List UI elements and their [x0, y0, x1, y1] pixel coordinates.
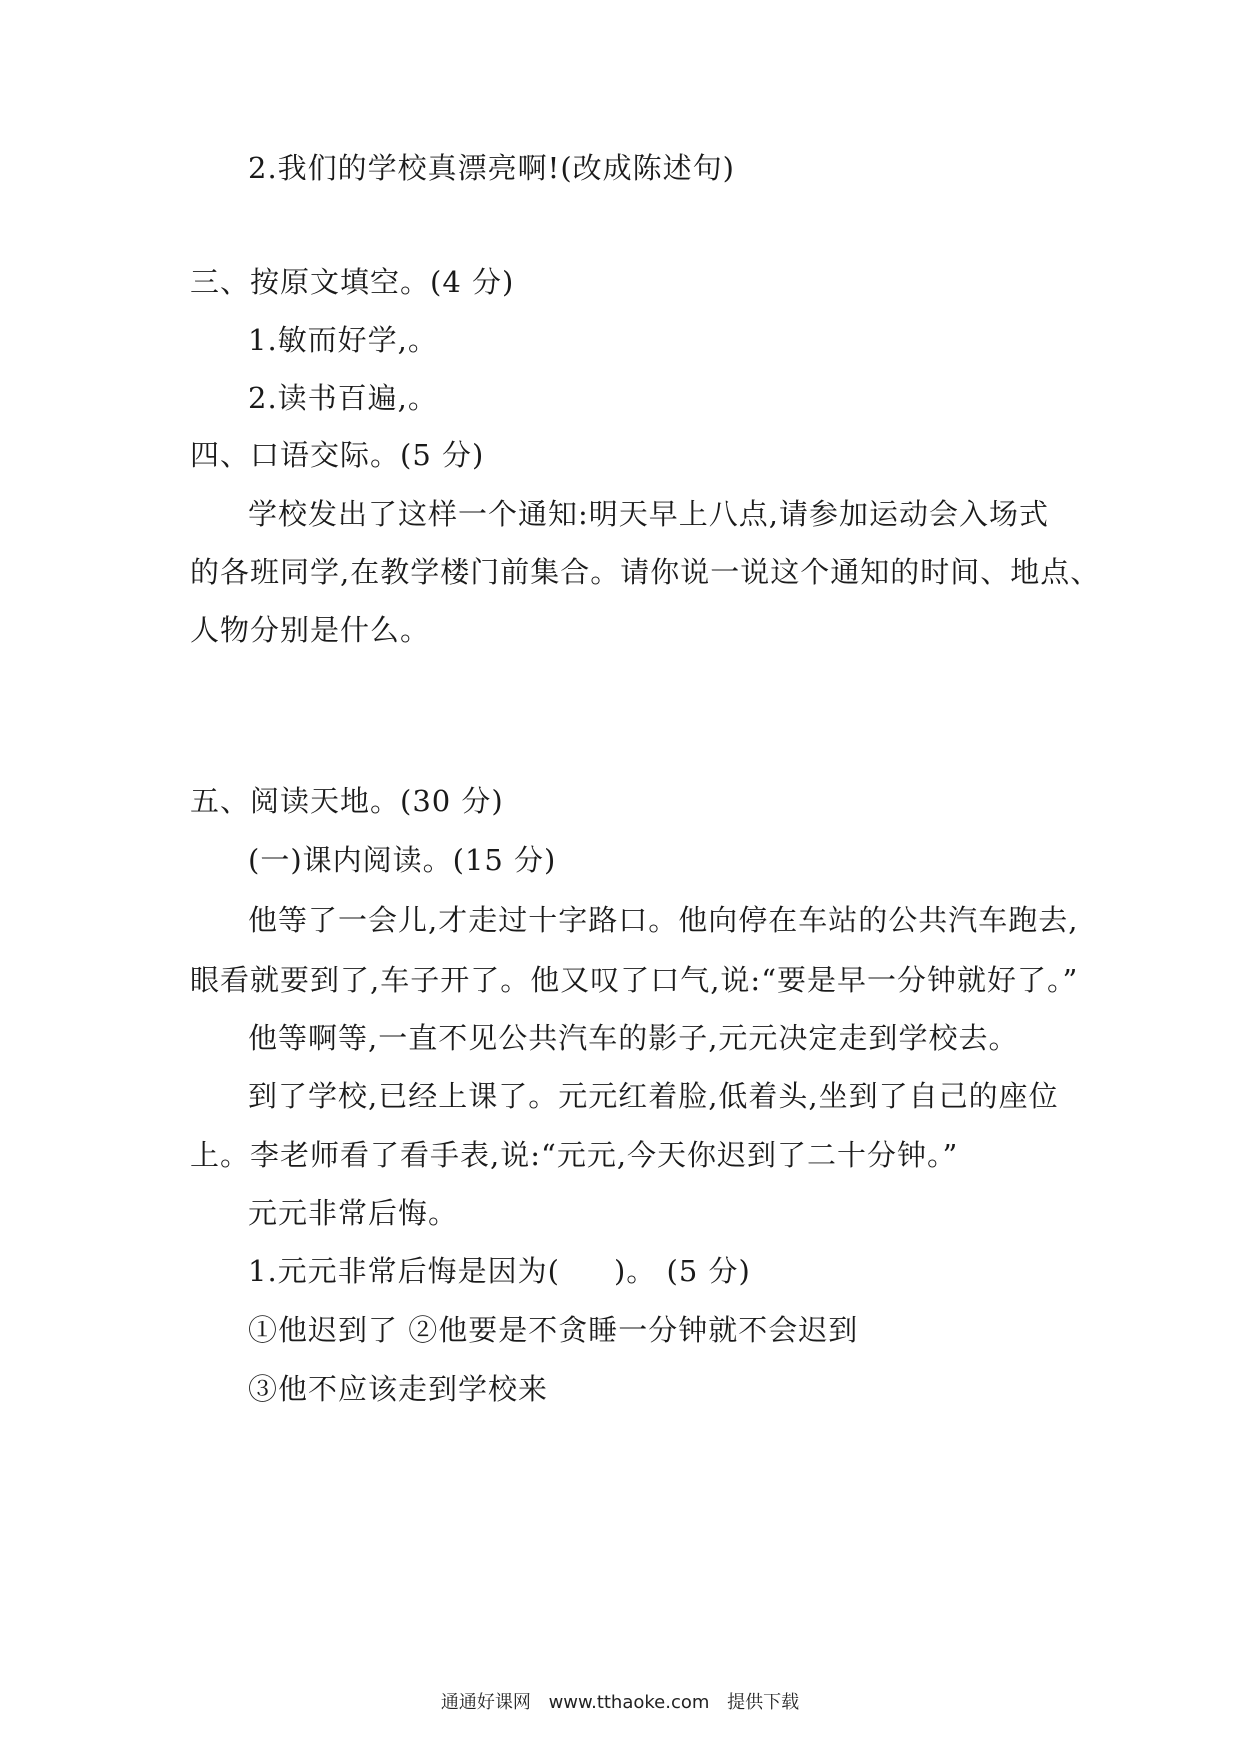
passage-paragraph-1-line-2: 眼看就要到了,车子开了。他又叹了口气,说:“要是早一分钟就好了。” [190, 963, 1079, 997]
passage-paragraph-2: 他等啊等,一直不见公共汽车的影子,元元决定走到学校去。 [248, 1021, 1019, 1055]
footer-suffix: 提供下载 [727, 1692, 800, 1713]
section-3-heading: 三、按原文填空。(4 分) [190, 265, 515, 299]
question-1-suffix: )。 (5 分) [613, 1254, 751, 1288]
footer-url: www.tthaoke.com [548, 1692, 710, 1713]
passage-paragraph-1-line-1: 他等了一会儿,才走过十字路口。他向停在车站的公共汽车跑去, [248, 903, 1079, 937]
section-3-item-2: 2.读书百遍,。 [248, 381, 438, 415]
section-4-paragraph-line-1: 学校发出了这样一个通知:明天早上八点,请参加运动会入场式 [248, 497, 1049, 531]
section-3-item-1: 1.敏而好学,。 [248, 323, 438, 357]
section-4-heading: 四、口语交际。(5 分) [190, 438, 485, 472]
section-4-paragraph-line-3: 人物分别是什么。 [190, 613, 431, 647]
footer-site-name: 通通好课网 [440, 1692, 531, 1713]
page-footer [0, 1691, 1240, 1715]
question-1 [248, 1251, 751, 1291]
section-4-paragraph-line-2: 的各班同学,在教学楼门前集合。请你说一说这个通知的时间、地点、 [190, 555, 1101, 589]
passage-paragraph-3-line-2: 上。李老师看了看手表,说:“元元,今天你迟到了二十分钟。” [190, 1138, 959, 1172]
passage-paragraph-3-line-1: 到了学校,已经上课了。元元红着脸,低着头,坐到了自己的座位 [248, 1079, 1059, 1113]
section-5-heading: 五、阅读天地。(30 分) [190, 784, 504, 818]
section-5-subheading-1: (一)课内阅读。(15 分) [248, 843, 557, 877]
question-1-options-line-1: ①他迟到了 ②他要是不贪睡一分钟就不会迟到 [248, 1313, 859, 1347]
passage-paragraph-4: 元元非常后悔。 [248, 1196, 459, 1230]
question-1-prefix: 1.元元非常后悔是因为( [248, 1254, 560, 1288]
question-2-item-2: 2.我们的学校真漂亮啊!(改成陈述句) [248, 151, 735, 185]
question-1-options-line-2: ③他不应该走到学校来 [248, 1372, 549, 1406]
